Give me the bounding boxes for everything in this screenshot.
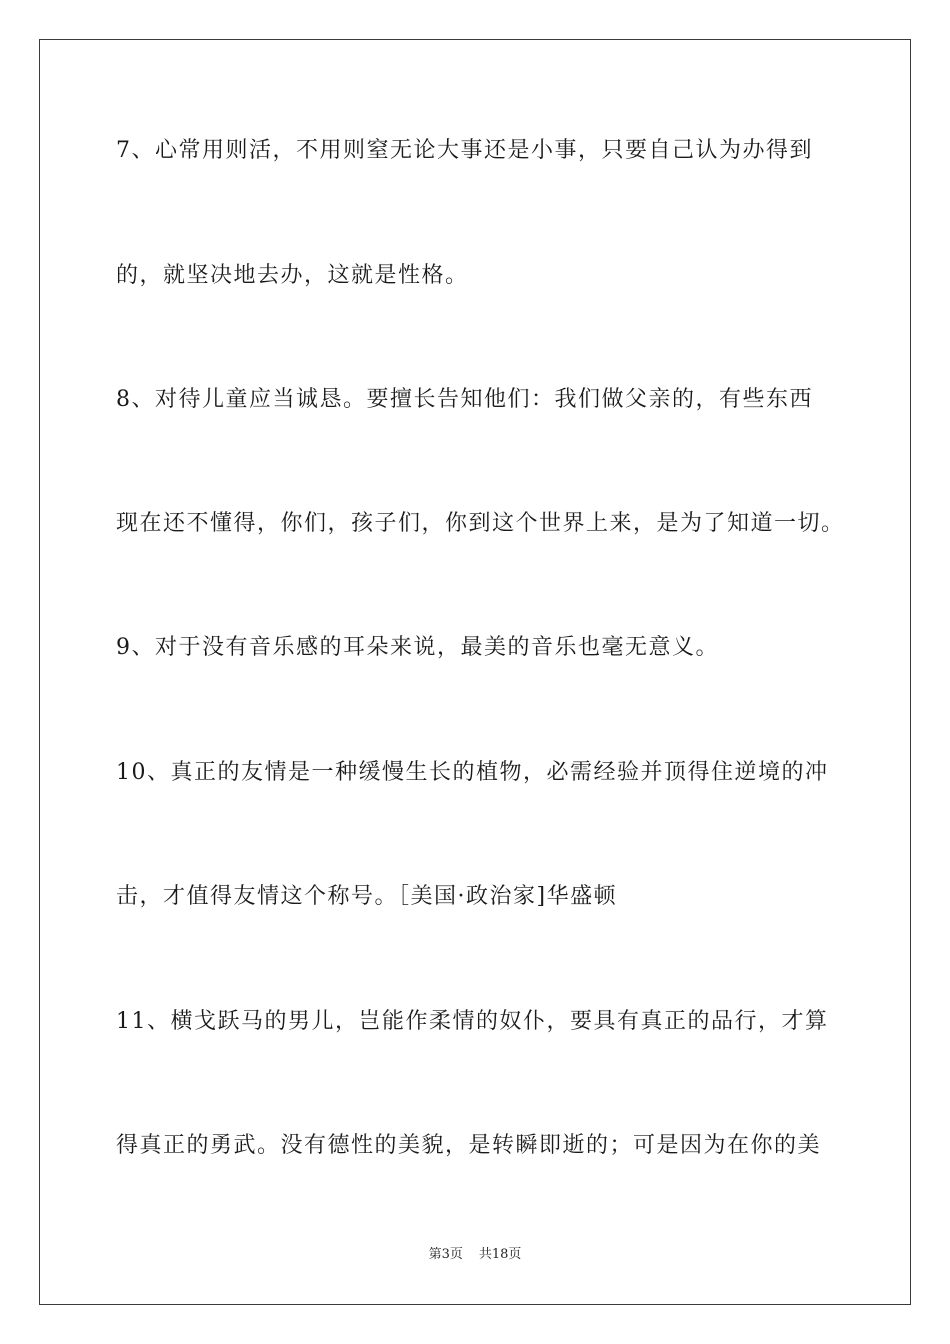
- page-footer: [0, 1246, 950, 1264]
- text-line-3: 8、对待儿童应当诚恳。要擅长告知他们：我们做父亲的，有些东西: [116, 387, 813, 412]
- page-border: [39, 39, 911, 1305]
- text-line-2: 的，就坚决地去办，这就是性格。: [116, 263, 469, 288]
- text-line-6: 10、真正的友情是一种缓慢生长的植物，必需经验并顶得住逆境的冲: [116, 760, 829, 785]
- page-total: 共18页: [478, 1247, 522, 1262]
- text-line-8: 11、横戈跃马的男儿，岂能作柔情的奴仆，要具有真正的品行，才算: [116, 1009, 829, 1034]
- text-line-9: 得真正的勇武。没有德性的美貌，是转瞬即逝的；可是因为在你的美: [116, 1133, 822, 1158]
- text-line-1: 7、心常用则活，不用则窒无论大事还是小事，只要自己认为办得到: [116, 138, 813, 163]
- page-number: 第3页: [428, 1247, 463, 1262]
- text-line-5: 9、对于没有音乐感的耳朵来说，最美的音乐也毫无意义。: [116, 635, 719, 660]
- text-line-4: 现在还不懂得，你们，孩子们，你到这个世界上来，是为了知道一切。: [116, 511, 845, 536]
- text-line-7: 击，才值得友情这个称号。［美国·政治家]华盛顿: [116, 884, 618, 909]
